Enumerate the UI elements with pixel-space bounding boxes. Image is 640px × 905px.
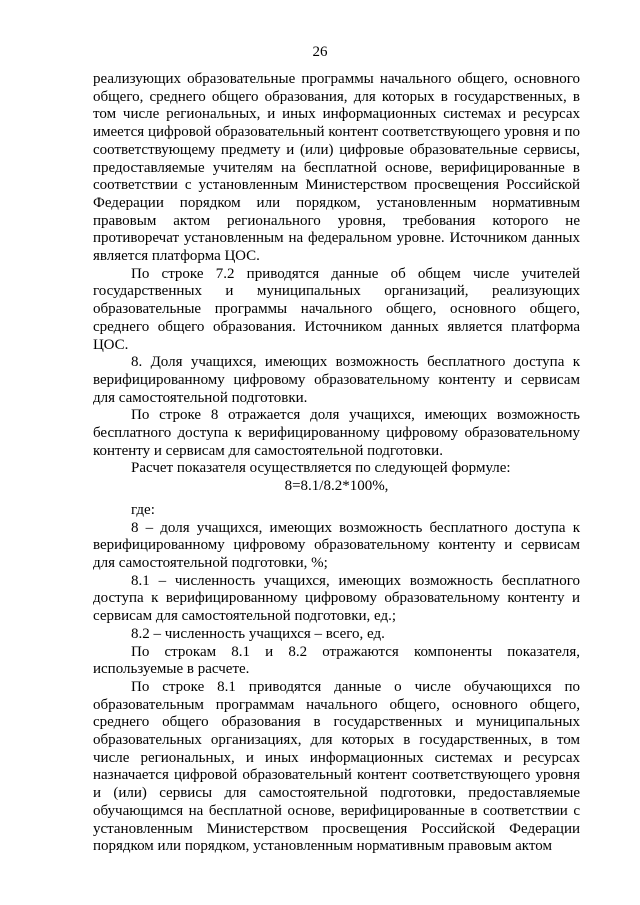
paragraph-continuation: реализующих образовательные программы начального общего, основного общего, среднего общего образования, для которых в государственных, в том числе региональных, и иных информационных системах и ресурсах имеется цифровой образовательный контент соответствующего уровня и по соответствующему предмету и (или) цифровые образовательные сервисы, предоставляемые учителям на бесплатной основе, верифицированные в соответствии с установленным Министерством просвещения Российской Федерации порядком или порядком, установленным нормативным правовым актом регионального уровня, требования которого не противоречат установленным на федеральном уровне. Источником данных является платформа ЦОС. [93,71,580,265]
paragraph-where: где: [131,501,155,518]
definition-8-1: 8.1 – численность учащихся, имеющих возможность бесплатного доступа к верифицированному цифровому образовательному контенту и сервисам для самостоятельной подготовки, ед.; [93,572,580,625]
paragraph-lines-8-1-8-2: По строкам 8.1 и 8.2 отражаются компоненты показателя, используемые в расчете. [93,643,580,678]
paragraph-line-7-2: По строке 7.2 приводятся данные об общем числе учителей государственных и муниципальных организаций, реализующих образовательные программы начального общего, основного общего, среднего общего образования. Источником данных является платформа ЦОС. [93,265,580,353]
formula: 8=8.1/8.2*100%, [284,478,389,495]
paragraph-formula-intro: Расчет показателя осуществляется по следующей формуле: [131,460,511,477]
page-number: 26 [312,44,328,60]
paragraph-line-8-1: По строке 8.1 приводятся данные о числе обучающихся по образовательным программам начального общего, основного общего, среднего общего образования в государственных и муниципальных образовательных организациях, для которых в государственных, в том числе региональных, и иных информационных системах и ресурсах назначается цифровой образовательный контент соответствующего уровня и (или) сервисы для самостоятельной подготовки, предоставляемые обучающимся на бесплатной основе, верифицированные в соответствии с установленным Министерством просвещения Российской Федерации порядком или порядком, установленным нормативным правовым актом [93,678,580,855]
paragraph-line-8: По строке 8 отражается доля учащихся, имеющих возможность бесплатного доступа к верифицированному цифровому образовательному контенту и сервисам для самостоятельной подготовки. [93,407,580,459]
document-body [93,71,580,856]
paragraph-indicator-8-heading: 8. Доля учащихся, имеющих возможность бесплатного доступа к верифицированному цифровому образовательному контенту и сервисам для самостоятельной подготовки. [93,354,580,406]
definition-8: 8 – доля учащихся, имеющих возможность бесплатного доступа к верифицированному цифровому образовательному контенту и сервисам для самостоятельной подготовки, %; [93,519,580,571]
definition-8-2: 8.2 – численность учащихся – всего, ед. [131,625,385,642]
